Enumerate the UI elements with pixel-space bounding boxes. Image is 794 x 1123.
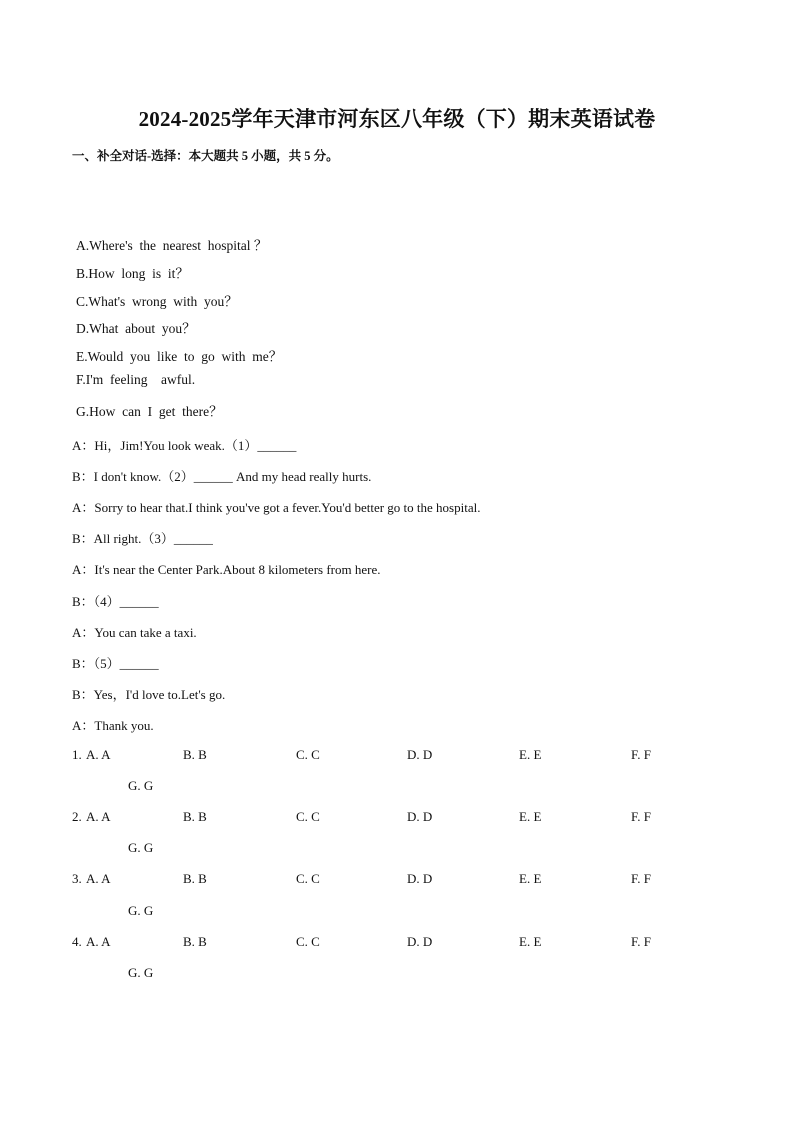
- choice-f[interactable]: F. F: [631, 871, 651, 886]
- choice-f[interactable]: F. F: [631, 809, 651, 824]
- option-b: B.How long is it？: [76, 266, 189, 281]
- question-number: 3.: [72, 871, 82, 886]
- choice-f[interactable]: F. F: [631, 747, 651, 762]
- choice-a[interactable]: A. A: [86, 871, 111, 886]
- choice-b[interactable]: B. B: [183, 809, 207, 824]
- choice-b[interactable]: B. B: [183, 871, 207, 886]
- choice-e[interactable]: E. E: [519, 871, 542, 886]
- dialogue-line: A：You can take a taxi.: [72, 625, 197, 640]
- choice-g[interactable]: G. G: [128, 840, 154, 855]
- dialogue-line: B：All right.（3）______: [72, 531, 213, 546]
- choice-g[interactable]: G. G: [128, 903, 154, 918]
- choice-d[interactable]: D. D: [407, 747, 433, 762]
- choice-d[interactable]: D. D: [407, 871, 433, 886]
- choice-e[interactable]: E. E: [519, 934, 542, 949]
- choice-a[interactable]: A. A: [86, 809, 111, 824]
- choice-e[interactable]: E. E: [519, 809, 542, 824]
- choice-d[interactable]: D. D: [407, 809, 433, 824]
- dialogue-line: B：I don't know.（2）______ And my head really hurts.: [72, 469, 372, 484]
- choice-d[interactable]: D. D: [407, 934, 433, 949]
- option-e: E.Would you like to go with me？: [76, 349, 283, 364]
- choice-a[interactable]: A. A: [86, 934, 111, 949]
- choice-g[interactable]: G. G: [128, 778, 154, 793]
- choice-b[interactable]: B. B: [183, 747, 207, 762]
- dialogue-line: B：（5）______: [72, 656, 159, 671]
- choice-f[interactable]: F. F: [631, 934, 651, 949]
- dialogue-line: A：Thank you.: [72, 718, 154, 733]
- section-heading: 一、补全对话-选择：本大题共 5 小题，共 5 分。: [72, 149, 339, 163]
- choice-c[interactable]: C. C: [296, 809, 320, 824]
- dialogue-line: A：Hi，Jim!You look weak.（1）______: [72, 438, 297, 453]
- choice-b[interactable]: B. B: [183, 934, 207, 949]
- question-number: 4.: [72, 934, 82, 949]
- question-number: 2.: [72, 809, 82, 824]
- choice-c[interactable]: C. C: [296, 934, 320, 949]
- option-a: A.Where's the nearest hospital ？: [76, 238, 268, 253]
- dialogue-line: B：（4）______: [72, 594, 159, 609]
- option-g: G.How can I get there？: [76, 404, 223, 419]
- dialogue-line: A：Sorry to hear that.I think you've got a fever.You'd better go to the hospital.: [72, 500, 481, 515]
- choice-g[interactable]: G. G: [128, 965, 154, 980]
- choice-c[interactable]: C. C: [296, 871, 320, 886]
- option-c: C.What's wrong with you？: [76, 294, 238, 309]
- choice-a[interactable]: A. A: [86, 747, 111, 762]
- dialogue-line: B：Yes，I'd love to.Let's go.: [72, 687, 226, 702]
- question-number: 1.: [72, 747, 82, 762]
- option-d: D.What about you？: [76, 321, 196, 336]
- page-title: 2024-2025学年天津市河东区八年级（下）期末英语试卷: [138, 107, 656, 131]
- option-f: F.I'm feeling awful.: [76, 372, 196, 387]
- choice-c[interactable]: C. C: [296, 747, 320, 762]
- dialogue-line: A：It's near the Center Park.About 8 kilometers from here.: [72, 562, 381, 577]
- choice-e[interactable]: E. E: [519, 747, 542, 762]
